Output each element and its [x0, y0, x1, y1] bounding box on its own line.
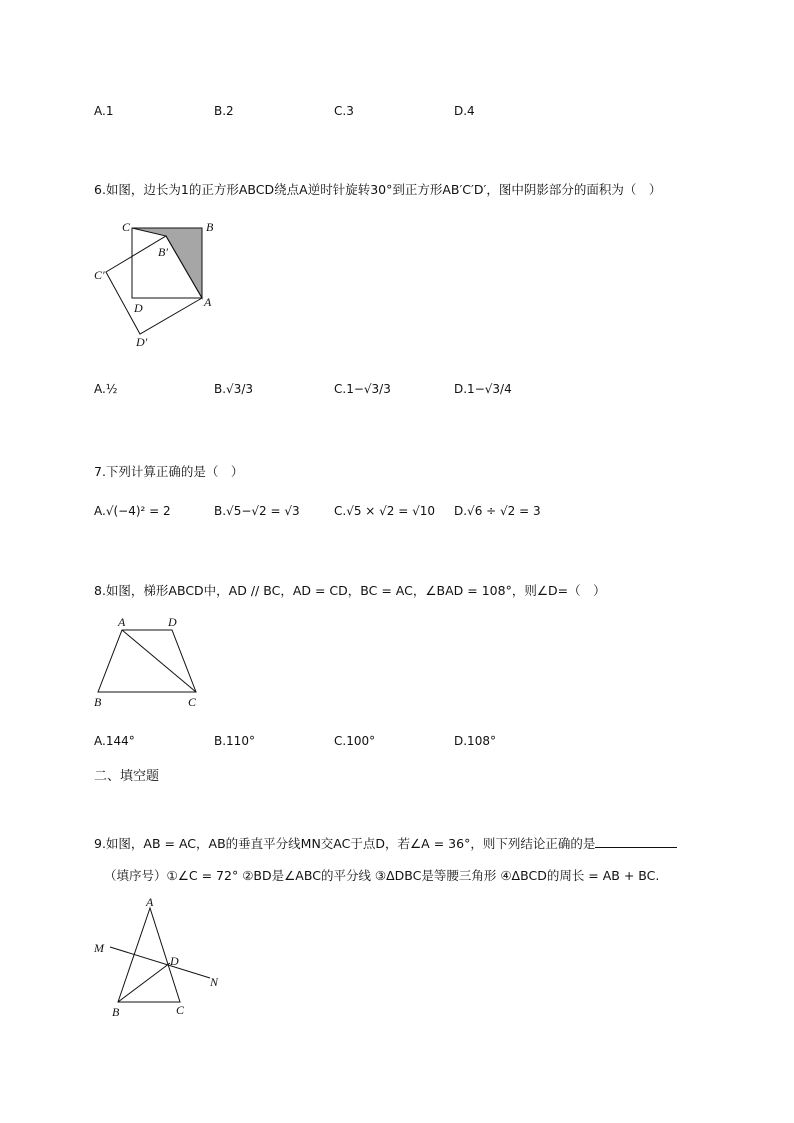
q5-option-c: C.3 — [334, 104, 354, 118]
q8-option-d: D.108° — [454, 734, 496, 748]
q8-diagonal-ac — [122, 630, 196, 692]
q6-label-d: D — [134, 301, 143, 315]
q9-label-b: B — [112, 1005, 120, 1019]
q9-segment-bd — [118, 963, 170, 1002]
q6-option-a: A.½ — [94, 382, 118, 396]
q6-option-d: D.1−√3/4 — [454, 382, 512, 396]
q6-figure — [88, 216, 228, 352]
q8-trapezoid — [98, 630, 196, 692]
q8-label-c: C — [188, 695, 197, 709]
q9-line-mn — [110, 947, 210, 978]
q7-stem: 7.下列计算正确的是（ ） — [94, 464, 244, 479]
q7-option-c: C.√5 × √2 = √10 — [334, 504, 436, 518]
q5-option-d: D.4 — [454, 104, 475, 118]
q9-stem-line2: （填序号）①∠C = 72° ②BD是∠ABC的平分线 ③ΔDBC是等腰三角形 ④ΔBCD的周长 = AB + BC. — [104, 868, 660, 883]
q9-label-c: C — [176, 1003, 185, 1017]
q5-option-b: B.2 — [214, 104, 234, 118]
q9-stem-text: 9.如图，AB = AC，AB的垂直平分线MN交AC于点D，若∠A = 36°，则下列结论正确的是 — [94, 836, 596, 851]
q6-label-d-prime: D′ — [136, 335, 148, 349]
q8-option-c: C.100° — [334, 734, 376, 748]
q6-label-b-prime: B′ — [158, 245, 168, 259]
q9-answer-blank[interactable] — [595, 835, 677, 848]
q6-stem: 6.如图，边长为1的正方形ABCD绕点A逆时针旋转30°到正方形AB′C′D′，图中阴影部分的面积为（ ） — [94, 182, 662, 197]
q9-label-d: D — [170, 954, 179, 968]
section-title: 二、填空题 — [94, 769, 160, 784]
q7-option-d: D.√6 ÷ √2 = 3 — [454, 504, 541, 518]
q8-label-d: D — [168, 615, 177, 629]
q9-label-n: N — [210, 975, 219, 989]
q8-option-b: B.110° — [214, 734, 255, 748]
q6-option-c: C.1−√3/3 — [334, 382, 391, 396]
q8-option-a: A.144° — [94, 734, 135, 748]
q6-label-c: C — [122, 220, 131, 234]
q7-option-b: B.√5−√2 = √3 — [214, 504, 300, 518]
q8-label-a: A — [118, 615, 126, 629]
q9-label-m: M — [94, 941, 104, 955]
q6-label-b: B — [206, 220, 214, 234]
q6-label-c-prime: C′ — [94, 268, 105, 282]
q6-option-b: B.√3/3 — [214, 382, 254, 396]
q5-option-a: A.1 — [94, 104, 114, 118]
q7-option-a: A.√(−4)² = 2 — [94, 504, 171, 518]
q9-stem-line1 — [94, 834, 677, 852]
q9-label-a: A — [146, 895, 154, 909]
q8-label-b: B — [94, 695, 102, 709]
q6-label-a: A — [204, 295, 212, 309]
q8-figure — [88, 612, 212, 710]
q9-figure — [88, 892, 228, 1022]
q8-stem: 8.如图，梯形ABCD中，AD // BC，AD = CD，BC = AC，∠BAD = 108°，则∠D=（ ） — [94, 583, 606, 598]
